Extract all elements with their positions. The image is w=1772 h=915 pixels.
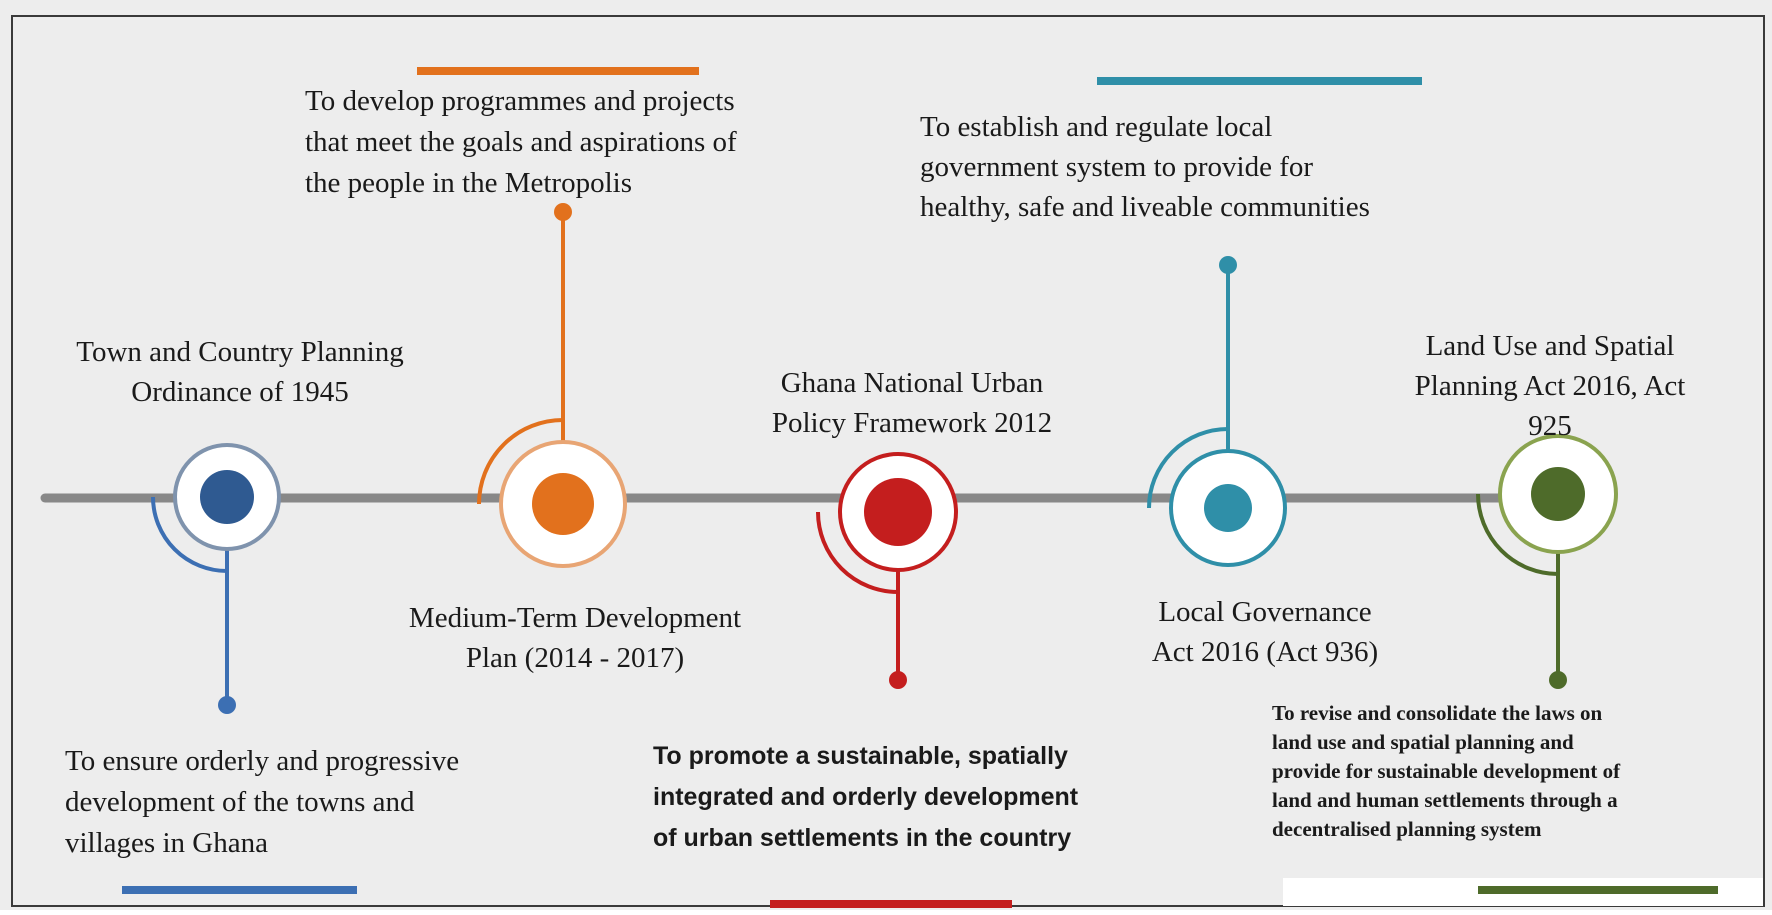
milestone-color-bar <box>122 886 357 894</box>
milestone-stem-end-dot <box>1219 256 1237 274</box>
milestone-purpose-line: villages in Ghana <box>65 827 268 859</box>
milestone-purpose-line: To ensure orderly and progressive <box>65 745 460 777</box>
milestone-color-bar <box>1097 77 1422 85</box>
milestone-purpose-line: government system to provide for <box>920 151 1314 183</box>
milestone-purpose-line: that meet the goals and aspirations of <box>305 126 737 158</box>
milestone-purpose-line: development of the towns and <box>65 786 415 818</box>
milestone-purpose-line: land use and spatial planning and <box>1272 730 1574 754</box>
milestone-dot <box>864 478 932 546</box>
milestone-stem-end-dot <box>1549 671 1567 689</box>
milestone-color-bar <box>417 67 699 75</box>
milestone-stem-end-dot <box>554 203 572 221</box>
milestone-title-line: Planning Act 2016, Act <box>1414 370 1686 402</box>
milestone-purpose-line: To establish and regulate local <box>920 111 1273 143</box>
milestone-purpose-line: land and human settlements through a <box>1272 788 1618 812</box>
milestone-purpose-line: provide for sustainable development of <box>1272 759 1621 783</box>
milestone-title-line: Act 2016 (Act 936) <box>1151 636 1379 668</box>
milestone-dot <box>532 473 594 535</box>
milestone-purpose-line: healthy, safe and liveable communities <box>920 191 1370 223</box>
milestone-stem-end-dot <box>218 696 236 714</box>
milestone-stem-end-dot <box>889 671 907 689</box>
milestone-color-bar <box>770 900 1012 908</box>
milestone-title-line: Medium-Term Development <box>408 602 742 634</box>
milestone-purpose-line: the people in the Metropolis <box>305 167 632 199</box>
milestone-title-line: Land Use and Spatial <box>1425 330 1675 362</box>
milestone-title-line: Local Governance <box>1158 596 1372 628</box>
milestone-dot <box>1531 467 1585 521</box>
milestone-purpose-line: To promote a sustainable, spatially <box>653 742 1068 770</box>
milestone-purpose-line: integrated and orderly development <box>653 783 1079 811</box>
milestone-title-line: 925 <box>1528 410 1572 442</box>
milestone-title-line: Plan (2014 - 2017) <box>465 642 685 674</box>
milestone-title-line: Town and Country Planning <box>76 336 404 368</box>
milestone-title-line: Policy Framework 2012 <box>771 407 1053 439</box>
milestone-color-bar <box>1478 886 1718 894</box>
milestone-purpose-line: To develop programmes and projects <box>305 85 735 117</box>
milestone-purpose-line: of urban settlements in the country <box>653 824 1072 852</box>
milestone-purpose <box>653 742 1079 852</box>
milestone-title-line: Ghana National Urban <box>780 367 1044 399</box>
milestone-dot <box>200 470 254 524</box>
milestone-purpose-line: To revise and consolidate the laws on <box>1272 701 1603 725</box>
milestone-dot <box>1204 484 1252 532</box>
milestone-purpose-line: decentralised planning system <box>1272 817 1542 841</box>
milestone-title-line: Ordinance of 1945 <box>131 376 349 408</box>
